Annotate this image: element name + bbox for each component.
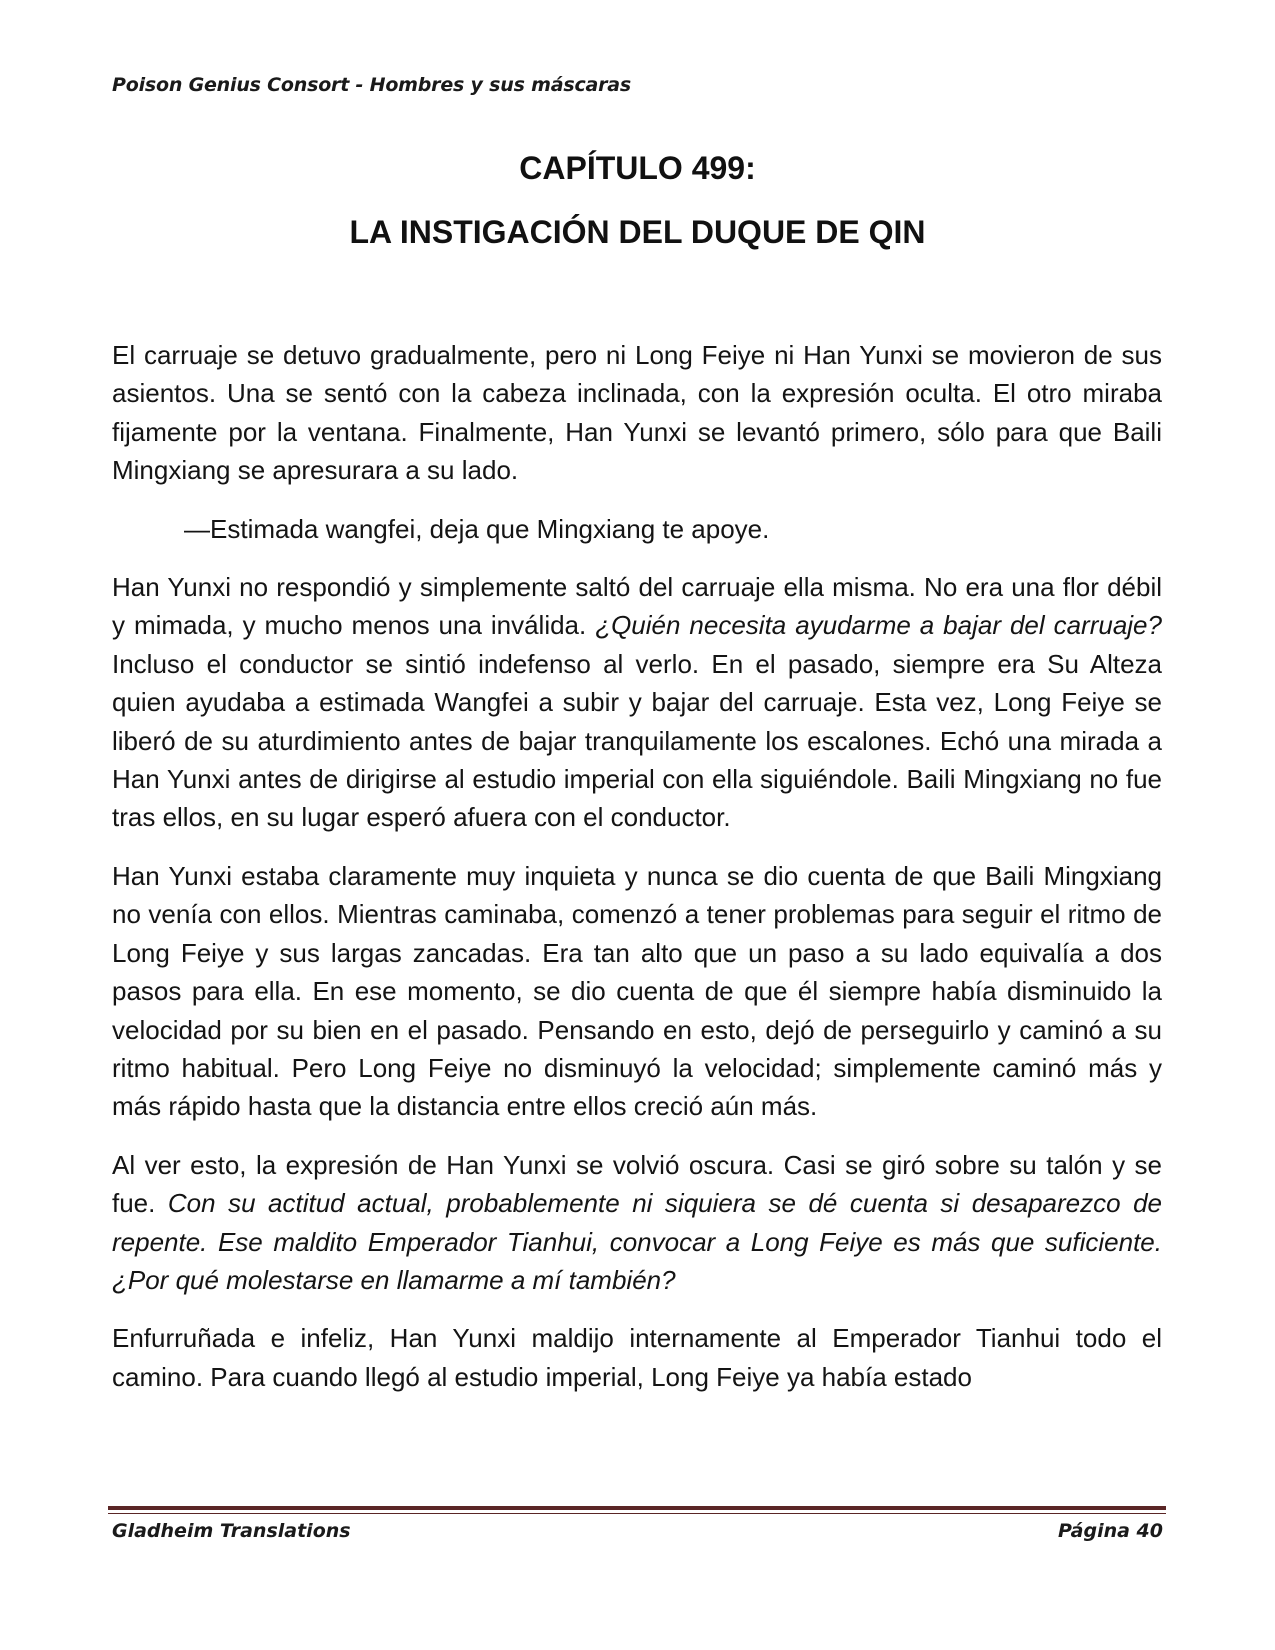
footer-publisher: Gladheim Translations (112, 1520, 351, 1542)
footer-rule-thick (108, 1506, 1166, 1510)
paragraph-3-thought: ¿Quién necesita ayudarme a bajar del carruaje? (595, 610, 1162, 641)
paragraph-3 (112, 568, 1162, 837)
paragraph-5-text-a: Al ver esto, la expresión de Han Yunxi se volvió oscura. Casi se giró sobre su talón y se fue. (112, 1149, 1162, 1219)
paragraph-3-text-a: Han Yunxi no respondió y simplemente saltó del carruaje ella misma. No era una flor débil y mimada, y mucho menos una inválida. (112, 572, 1162, 641)
paragraph-5-thought: Con su actitud actual, probablemente ni siquiera se dé cuenta si desaparezco de repente. Ese maldito Emperador Tianhui, convocar a Long Feiye es más que suficiente. ¿Por qué molestarse en llamarme a mí también? (112, 1188, 1162, 1295)
chapter-number: CAPÍTULO 499: (519, 150, 756, 186)
paragraph-3-text-b: Incluso el conductor se sintió indefenso al verlo. En el pasado, siempre era Su Alteza quien ayudaba a estimada Wangfei a subir y bajar del carruaje. Esta vez, Long Feiye se liberó de su aturdimiento antes de bajar tranquilamente los escalones. Echó una mirada a Han Yunxi antes de dirigirse al estudio imperial con ella siguiéndole. Baili Mingxiang no fue tras ellos, en su lugar esperó afuera con el conductor. (112, 648, 1162, 833)
running-header: Poison Genius Consort - Hombres y sus máscaras (112, 74, 632, 96)
footer-rule-thin (108, 1513, 1166, 1514)
paragraph-2-dialogue: —Estimada wangfei, deja que Mingxiang te apoye. (184, 513, 770, 544)
paragraph-5 (112, 1146, 1162, 1300)
paragraph-4: Han Yunxi estaba claramente muy inquieta y nunca se dio cuenta de que Baili Mingxiang no venía con ellos. Mientras caminaba, comenzó a tener problemas para seguir el ritmo de Long Feiye y sus largas zancadas. Era tan alto que un paso a su lado equivalía a dos pasos para ella. En ese momento, se dio cuenta de que él siempre había disminuido la velocidad por su bien en el pasado. Pensando en esto, dejó de perseguirlo y caminó a su ritmo habitual. Pero Long Feiye no disminuyó la velocidad; simplemente caminó más y más rápido hasta que la distancia entre ellos creció aún más. (112, 860, 1162, 1122)
chapter-body (112, 336, 1162, 1416)
footer-page-number: Página 40 (1057, 1520, 1163, 1542)
paragraph-1: El carruaje se detuvo gradualmente, pero ni Long Feiye ni Han Yunxi se movieron de sus asientos. Una se sentó con la cabeza inclinada, con la expresión oculta. El otro miraba fijamente por la ventana. Finalmente, Han Yunxi se levantó primero, sólo para que Baili Mingxiang se apresurara a su lado. (112, 340, 1162, 486)
paragraph-6: Enfurruñada e infeliz, Han Yunxi maldijo internamente al Emperador Tianhui todo el camino. Para cuando llegó al estudio imperial, Long Feiye ya había estado (112, 1323, 1162, 1392)
chapter-title: LA INSTIGACIÓN DEL DUQUE DE QIN (349, 214, 926, 250)
